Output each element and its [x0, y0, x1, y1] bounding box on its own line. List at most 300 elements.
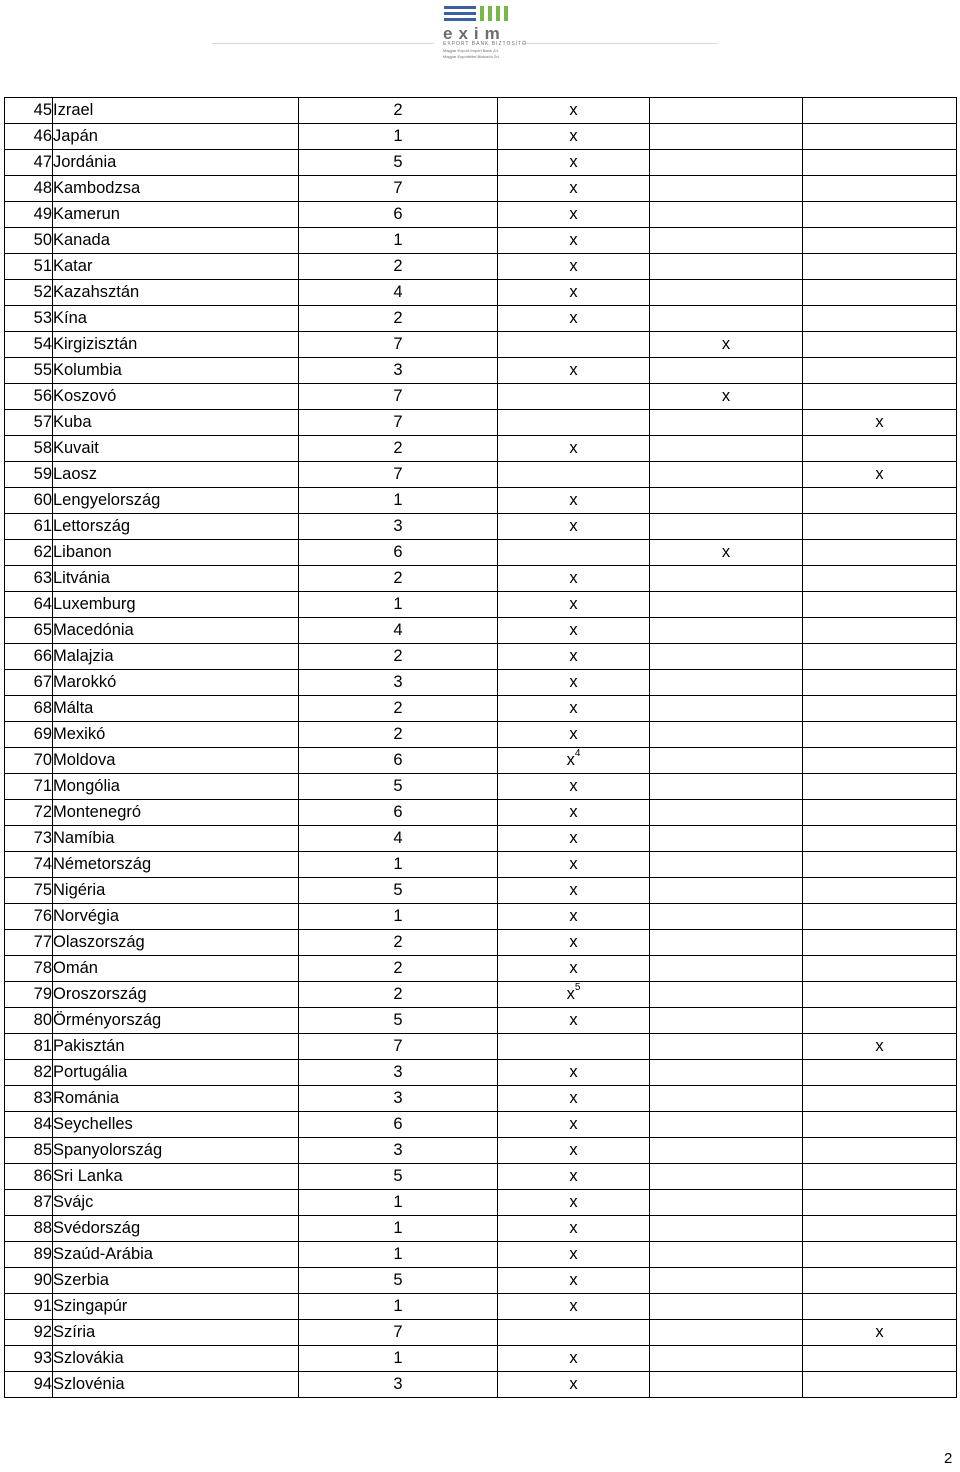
column-a-mark-text: x: [569, 361, 578, 379]
country-name-text: Libanon: [53, 543, 112, 561]
logo-line-1: Magyar Export-Import Bank Zrt.: [443, 48, 500, 53]
risk-category-cell: [299, 1346, 498, 1372]
column-a-mark-text: x: [569, 569, 578, 587]
row-number-cell: [5, 956, 53, 982]
country-name-text: Lengyelország: [53, 491, 161, 509]
risk-category-cell: [299, 1216, 498, 1242]
column-a-mark-cell: [498, 488, 650, 514]
column-b-mark-cell: [650, 670, 803, 696]
column-a-mark-cell: [498, 1008, 650, 1034]
country-name-text: Mongólia: [53, 777, 120, 795]
row-number-cell: [5, 774, 53, 800]
row-number-text: 51: [33, 257, 52, 275]
row-number-cell: [5, 670, 53, 696]
risk-category-text: 6: [393, 751, 403, 769]
table-row: [5, 410, 957, 436]
page-header: [0, 0, 960, 70]
row-number-cell: [5, 1164, 53, 1190]
risk-category-cell: [299, 618, 498, 644]
table-row: [5, 1060, 957, 1086]
row-number-text: 50: [33, 231, 52, 249]
column-a-mark-cell: [498, 254, 650, 280]
table-row: [5, 98, 957, 124]
country-name-text: Szingapúr: [53, 1297, 128, 1315]
row-number-cell: [5, 176, 53, 202]
risk-category-cell: [299, 1372, 498, 1398]
row-number-text: 85: [33, 1141, 52, 1159]
country-name-cell: [53, 878, 299, 904]
column-a-mark-cell: [498, 124, 650, 150]
column-c-mark-cell: [803, 332, 957, 358]
row-number-text: 72: [33, 803, 52, 821]
table-row: [5, 228, 957, 254]
column-b-mark-cell: [650, 1320, 803, 1346]
risk-category-cell: [299, 306, 498, 332]
table-row: [5, 540, 957, 566]
column-b-mark-cell: [650, 176, 803, 202]
country-name-cell: [53, 644, 299, 670]
row-number-text: 57: [33, 413, 52, 431]
row-number-text: 49: [33, 205, 52, 223]
row-number-cell: [5, 800, 53, 826]
country-name-text: Kína: [53, 309, 87, 327]
header-rule-left: [212, 43, 434, 44]
row-number-cell: [5, 1112, 53, 1138]
country-name-text: Szlovákia: [53, 1349, 124, 1367]
column-a-mark-cell: [498, 462, 650, 488]
risk-category-text: 3: [393, 1141, 403, 1159]
column-b-mark-cell: [650, 774, 803, 800]
row-number-text: 45: [33, 101, 52, 119]
table-row: [5, 592, 957, 618]
risk-category-cell: [299, 1190, 498, 1216]
country-name-text: Macedónia: [53, 621, 134, 639]
country-name-cell: [53, 1320, 299, 1346]
column-b-mark-cell: [650, 956, 803, 982]
column-a-mark-cell: [498, 878, 650, 904]
row-number-text: 71: [33, 777, 52, 795]
column-a-mark-cell: [498, 774, 650, 800]
column-b-mark-cell: [650, 852, 803, 878]
risk-category-cell: [299, 384, 498, 410]
column-a-mark-text: x: [569, 153, 578, 171]
table-row: [5, 826, 957, 852]
column-c-mark-cell: [803, 1320, 957, 1346]
risk-category-text: 7: [393, 413, 403, 431]
country-name-cell: [53, 774, 299, 800]
column-a-mark-text: x: [569, 205, 578, 223]
country-name-cell: [53, 956, 299, 982]
risk-category-text: 6: [393, 803, 403, 821]
risk-category-text: 1: [393, 1297, 403, 1315]
column-c-mark-text: x: [875, 465, 884, 483]
table-row: [5, 1294, 957, 1320]
column-a-mark-cell: [498, 540, 650, 566]
column-a-mark-cell: [498, 1034, 650, 1060]
column-b-mark-cell: [650, 124, 803, 150]
country-name-text: Svájc: [53, 1193, 94, 1211]
risk-category-text: 3: [393, 1089, 403, 1107]
row-number-text: 58: [33, 439, 52, 457]
row-number-text: 82: [33, 1063, 52, 1081]
column-b-mark-cell: [650, 306, 803, 332]
row-number-text: 92: [33, 1323, 52, 1341]
risk-category-text: 3: [393, 1063, 403, 1081]
country-name-text: Kuba: [53, 413, 92, 431]
column-c-mark-cell: [803, 436, 957, 462]
column-c-mark-cell: [803, 1086, 957, 1112]
risk-category-cell: [299, 878, 498, 904]
logo-line-2: Magyar Exporthitel Biztosító Zrt.: [443, 54, 500, 59]
country-name-cell: [53, 1294, 299, 1320]
table-row: [5, 930, 957, 956]
header-rule-right: [522, 43, 718, 44]
column-c-mark-cell: [803, 1216, 957, 1242]
risk-category-text: 7: [393, 387, 403, 405]
column-b-mark-cell: [650, 644, 803, 670]
risk-category-cell: [299, 696, 498, 722]
row-number-text: 64: [33, 595, 52, 613]
row-number-cell: [5, 904, 53, 930]
row-number-cell: [5, 826, 53, 852]
column-b-mark-cell: [650, 826, 803, 852]
column-c-mark-cell: [803, 670, 957, 696]
column-b-mark-cell: [650, 514, 803, 540]
column-a-mark-text: x: [569, 881, 578, 899]
column-b-mark-cell: [650, 1190, 803, 1216]
risk-category-cell: [299, 358, 498, 384]
row-number-cell: [5, 1346, 53, 1372]
column-a-mark-cell: [498, 956, 650, 982]
row-number-cell: [5, 280, 53, 306]
country-name-cell: [53, 1164, 299, 1190]
column-b-mark-cell: [650, 878, 803, 904]
country-name-cell: [53, 488, 299, 514]
column-a-mark-text: x: [566, 985, 575, 1003]
country-name-text: Omán: [53, 959, 98, 977]
country-name-text: Örményország: [53, 1011, 162, 1029]
footnote-marker: 5: [574, 982, 581, 993]
table-row: [5, 1320, 957, 1346]
column-b-mark-cell: [650, 1008, 803, 1034]
column-a-mark-cell: [498, 1138, 650, 1164]
column-c-mark-cell: [803, 1242, 957, 1268]
risk-category-cell: [299, 514, 498, 540]
column-a-mark-text: x: [569, 517, 578, 535]
row-number-text: 67: [33, 673, 52, 691]
country-name-text: Kirgizisztán: [53, 335, 138, 353]
column-c-mark-cell: [803, 150, 957, 176]
risk-category-text: 5: [393, 777, 403, 795]
column-a-mark-text: x: [569, 1089, 578, 1107]
column-b-mark-cell: [650, 436, 803, 462]
column-c-mark-cell: [803, 98, 957, 124]
column-a-mark-text: x: [569, 1193, 578, 1211]
table-row: [5, 1268, 957, 1294]
column-a-mark-text: x: [569, 283, 578, 301]
table-row: [5, 436, 957, 462]
row-number-cell: [5, 722, 53, 748]
column-c-mark-cell: [803, 774, 957, 800]
country-name-text: Jordánia: [53, 153, 117, 171]
country-name-cell: [53, 592, 299, 618]
country-name-text: Namíbia: [53, 829, 115, 847]
country-name-cell: [53, 228, 299, 254]
country-name-text: Malajzia: [53, 647, 114, 665]
column-a-mark-text: x: [569, 439, 578, 457]
risk-category-cell: [299, 1138, 498, 1164]
country-name-text: Nigéria: [53, 881, 106, 899]
column-a-mark-text: x: [569, 1167, 578, 1185]
row-number-cell: [5, 1242, 53, 1268]
table-row: [5, 904, 957, 930]
risk-category-text: 1: [393, 1219, 403, 1237]
row-number-cell: [5, 1190, 53, 1216]
row-number-cell: [5, 592, 53, 618]
risk-category-text: 5: [393, 1167, 403, 1185]
row-number-text: 61: [33, 517, 52, 535]
column-a-mark-cell: [498, 176, 650, 202]
table-row: [5, 124, 957, 150]
column-a-mark-cell: [498, 514, 650, 540]
row-number-text: 93: [33, 1349, 52, 1367]
row-number-cell: [5, 1268, 53, 1294]
column-b-mark-cell: [650, 280, 803, 306]
footnote-marker: 4: [574, 748, 581, 759]
country-name-cell: [53, 826, 299, 852]
column-c-mark-cell: [803, 956, 957, 982]
risk-category-cell: [299, 1268, 498, 1294]
column-b-mark-cell: [650, 358, 803, 384]
column-c-mark-cell: [803, 254, 957, 280]
column-a-mark-text: x: [569, 1271, 578, 1289]
country-name-text: Oroszország: [53, 985, 147, 1003]
table-row: [5, 800, 957, 826]
country-name-cell: [53, 98, 299, 124]
column-b-mark-cell: [650, 930, 803, 956]
row-number-text: 47: [33, 153, 52, 171]
logo-bar-3: [444, 18, 476, 21]
column-a-mark-cell: [498, 1372, 650, 1398]
risk-category-text: 5: [393, 881, 403, 899]
column-a-mark-cell: [498, 722, 650, 748]
column-c-mark-cell: [803, 488, 957, 514]
column-b-mark-text: x: [721, 387, 731, 405]
table-row: [5, 852, 957, 878]
country-name-text: Norvégia: [53, 907, 120, 925]
row-number-cell: [5, 488, 53, 514]
country-name-text: Montenegró: [53, 803, 142, 821]
column-c-mark-cell: [803, 514, 957, 540]
column-c-mark-cell: [803, 982, 957, 1008]
column-a-mark-text: x: [569, 231, 578, 249]
row-number-text: 94: [33, 1375, 52, 1393]
column-a-mark-cell: [498, 1320, 650, 1346]
column-a-mark-cell: [498, 150, 650, 176]
column-b-mark-cell: [650, 384, 803, 410]
table-row: [5, 332, 957, 358]
country-name-cell: [53, 748, 299, 774]
row-number-cell: [5, 384, 53, 410]
row-number-text: 63: [33, 569, 52, 587]
risk-category-cell: [299, 1060, 498, 1086]
risk-category-cell: [299, 1112, 498, 1138]
table-row: [5, 1216, 957, 1242]
column-c-mark-cell: [803, 384, 957, 410]
column-c-mark-cell: [803, 1164, 957, 1190]
column-b-mark-cell: [650, 1294, 803, 1320]
column-a-mark-text: x: [569, 1219, 578, 1237]
column-c-mark-cell: [803, 1034, 957, 1060]
risk-category-text: 2: [393, 699, 403, 717]
country-name-text: Katar: [53, 257, 93, 275]
row-number-text: 56: [33, 387, 52, 405]
row-number-cell: [5, 306, 53, 332]
column-c-mark-cell: [803, 904, 957, 930]
column-a-mark-text: x: [569, 647, 578, 665]
row-number-text: 68: [33, 699, 52, 717]
row-number-text: 55: [33, 361, 52, 379]
risk-category-text: 2: [393, 101, 403, 119]
table-row: [5, 722, 957, 748]
row-number-text: 77: [33, 933, 52, 951]
country-name-cell: [53, 150, 299, 176]
country-name-cell: [53, 670, 299, 696]
risk-category-text: 3: [393, 361, 403, 379]
table-row: [5, 878, 957, 904]
table-row: [5, 956, 957, 982]
risk-category-text: 7: [393, 1323, 403, 1341]
row-number-text: 90: [33, 1271, 52, 1289]
column-c-mark-cell: [803, 358, 957, 384]
country-name-text: Luxemburg: [53, 595, 136, 613]
column-a-mark-text: x: [569, 803, 578, 821]
table-row: [5, 176, 957, 202]
column-a-mark-cell: [498, 800, 650, 826]
risk-category-text: 1: [393, 491, 403, 509]
row-number-cell: [5, 1372, 53, 1398]
logo-bar-2: [444, 12, 476, 15]
country-table-body: [5, 98, 957, 1398]
column-b-mark-cell: [650, 800, 803, 826]
column-a-mark-text: x: [569, 1115, 578, 1133]
row-number-text: 78: [33, 959, 52, 977]
column-c-mark-cell: [803, 1112, 957, 1138]
column-a-mark-text: x: [569, 309, 578, 327]
row-number-text: 73: [33, 829, 52, 847]
risk-category-cell: [299, 1164, 498, 1190]
row-number-cell: [5, 410, 53, 436]
country-name-text: Seychelles: [53, 1115, 133, 1133]
column-b-mark-cell: [650, 1086, 803, 1112]
column-a-mark-cell: [498, 280, 650, 306]
column-b-mark-cell: [650, 1060, 803, 1086]
country-name-cell: [53, 280, 299, 306]
table-row: [5, 384, 957, 410]
row-number-text: 62: [33, 543, 52, 561]
country-name-cell: [53, 904, 299, 930]
column-a-mark-cell: [498, 1164, 650, 1190]
column-a-mark-text: x: [569, 907, 578, 925]
column-a-mark-cell: [498, 332, 650, 358]
row-number-text: 79: [33, 985, 52, 1003]
row-number-cell: [5, 1034, 53, 1060]
risk-category-cell: [299, 826, 498, 852]
country-name-text: Németország: [53, 855, 152, 873]
table-row: [5, 1008, 957, 1034]
table-row: [5, 254, 957, 280]
row-number-cell: [5, 124, 53, 150]
column-a-mark-cell: [498, 410, 650, 436]
country-name-text: Kanada: [53, 231, 110, 249]
risk-category-text: 7: [393, 335, 403, 353]
column-a-mark-text: x: [569, 1375, 578, 1393]
column-a-mark-text: x: [569, 179, 578, 197]
country-name-text: Szíria: [53, 1323, 96, 1341]
country-name-cell: [53, 332, 299, 358]
column-a-mark-text: x: [569, 1297, 578, 1315]
column-a-mark-text: x: [569, 855, 578, 873]
row-number-cell: [5, 930, 53, 956]
row-number-cell: [5, 1138, 53, 1164]
country-name-cell: [53, 436, 299, 462]
column-a-mark-text: x: [569, 595, 578, 613]
column-c-mark-cell: [803, 878, 957, 904]
column-a-mark-text: x: [569, 699, 578, 717]
table-row: [5, 774, 957, 800]
risk-category-cell: [299, 904, 498, 930]
column-a-mark-text: x: [569, 1349, 578, 1367]
country-name-cell: [53, 1190, 299, 1216]
risk-category-cell: [299, 280, 498, 306]
row-number-cell: [5, 332, 53, 358]
risk-category-cell: [299, 722, 498, 748]
row-number-cell: [5, 254, 53, 280]
risk-category-text: 2: [393, 309, 403, 327]
row-number-text: 46: [33, 127, 52, 145]
risk-category-cell: [299, 98, 498, 124]
row-number-cell: [5, 644, 53, 670]
table-row: [5, 1372, 957, 1398]
column-b-mark-cell: [650, 592, 803, 618]
risk-category-text: 1: [393, 231, 403, 249]
risk-category-cell: [299, 462, 498, 488]
row-number-text: 66: [33, 647, 52, 665]
risk-category-text: 6: [393, 1115, 403, 1133]
column-b-mark-cell: [650, 202, 803, 228]
column-c-mark-cell: [803, 592, 957, 618]
risk-category-cell: [299, 1294, 498, 1320]
country-name-cell: [53, 462, 299, 488]
risk-category-text: 3: [393, 673, 403, 691]
column-a-mark-text: x: [569, 257, 578, 275]
table-row: [5, 670, 957, 696]
column-b-mark-cell: [650, 410, 803, 436]
country-name-cell: [53, 1216, 299, 1242]
column-c-mark-text: x: [875, 413, 884, 431]
risk-category-text: 5: [393, 1011, 403, 1029]
row-number-text: 53: [33, 309, 52, 327]
column-a-mark-cell: [498, 1268, 650, 1294]
column-b-mark-cell: [650, 722, 803, 748]
row-number-text: 84: [33, 1115, 52, 1133]
country-name-cell: [53, 1242, 299, 1268]
row-number-text: 89: [33, 1245, 52, 1263]
column-a-mark-cell: [498, 1294, 650, 1320]
risk-category-text: 2: [393, 985, 403, 1003]
column-b-mark-cell: [650, 488, 803, 514]
risk-category-cell: [299, 1008, 498, 1034]
